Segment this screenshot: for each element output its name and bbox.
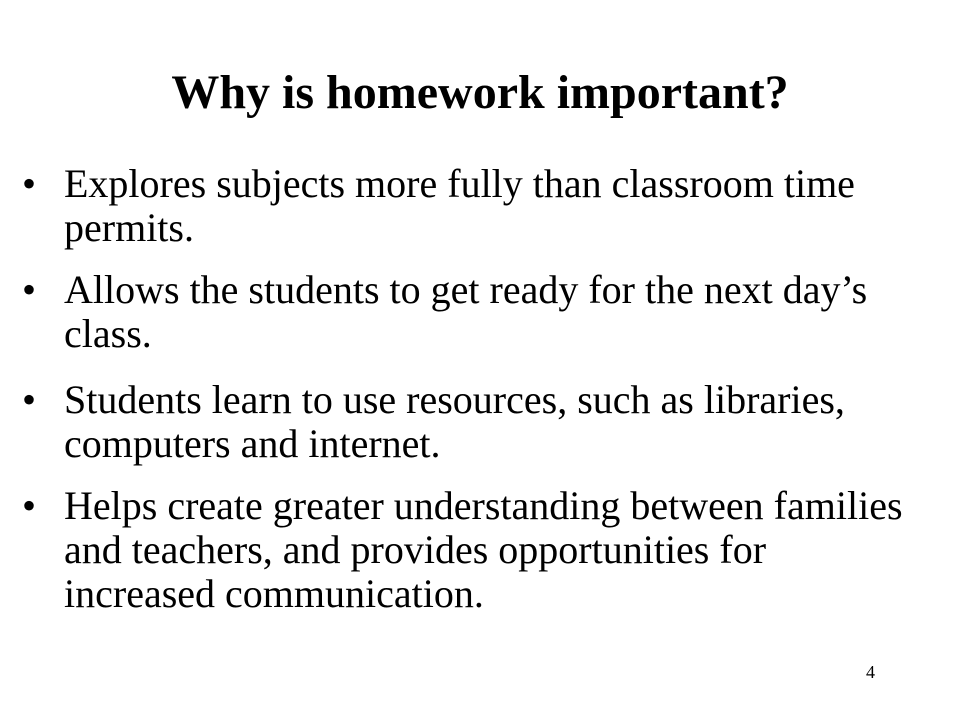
bullet-icon: • [22, 161, 37, 206]
bullet-item [22, 162, 922, 250]
bullet-text: Students learn to use resources, such as libraries, computers and internet. [64, 377, 845, 466]
page-number: 4 [866, 662, 875, 682]
bullet-text: Allows the students to get ready for the next day’s class. [64, 267, 868, 356]
bullet-icon: • [22, 267, 37, 312]
bullet-item [22, 484, 922, 616]
bullet-item [22, 268, 922, 356]
bullet-text: Helps create greater understanding between families and teachers, and provides opportunities for increased communication. [64, 483, 903, 616]
bullet-item [22, 378, 922, 466]
bullet-text: Explores subjects more fully than classroom time permits. [64, 161, 855, 250]
bullet-list [22, 162, 922, 634]
bullet-icon: • [22, 483, 37, 528]
slide-title: Why is homework important? [171, 66, 789, 119]
bullet-icon: • [22, 377, 37, 422]
